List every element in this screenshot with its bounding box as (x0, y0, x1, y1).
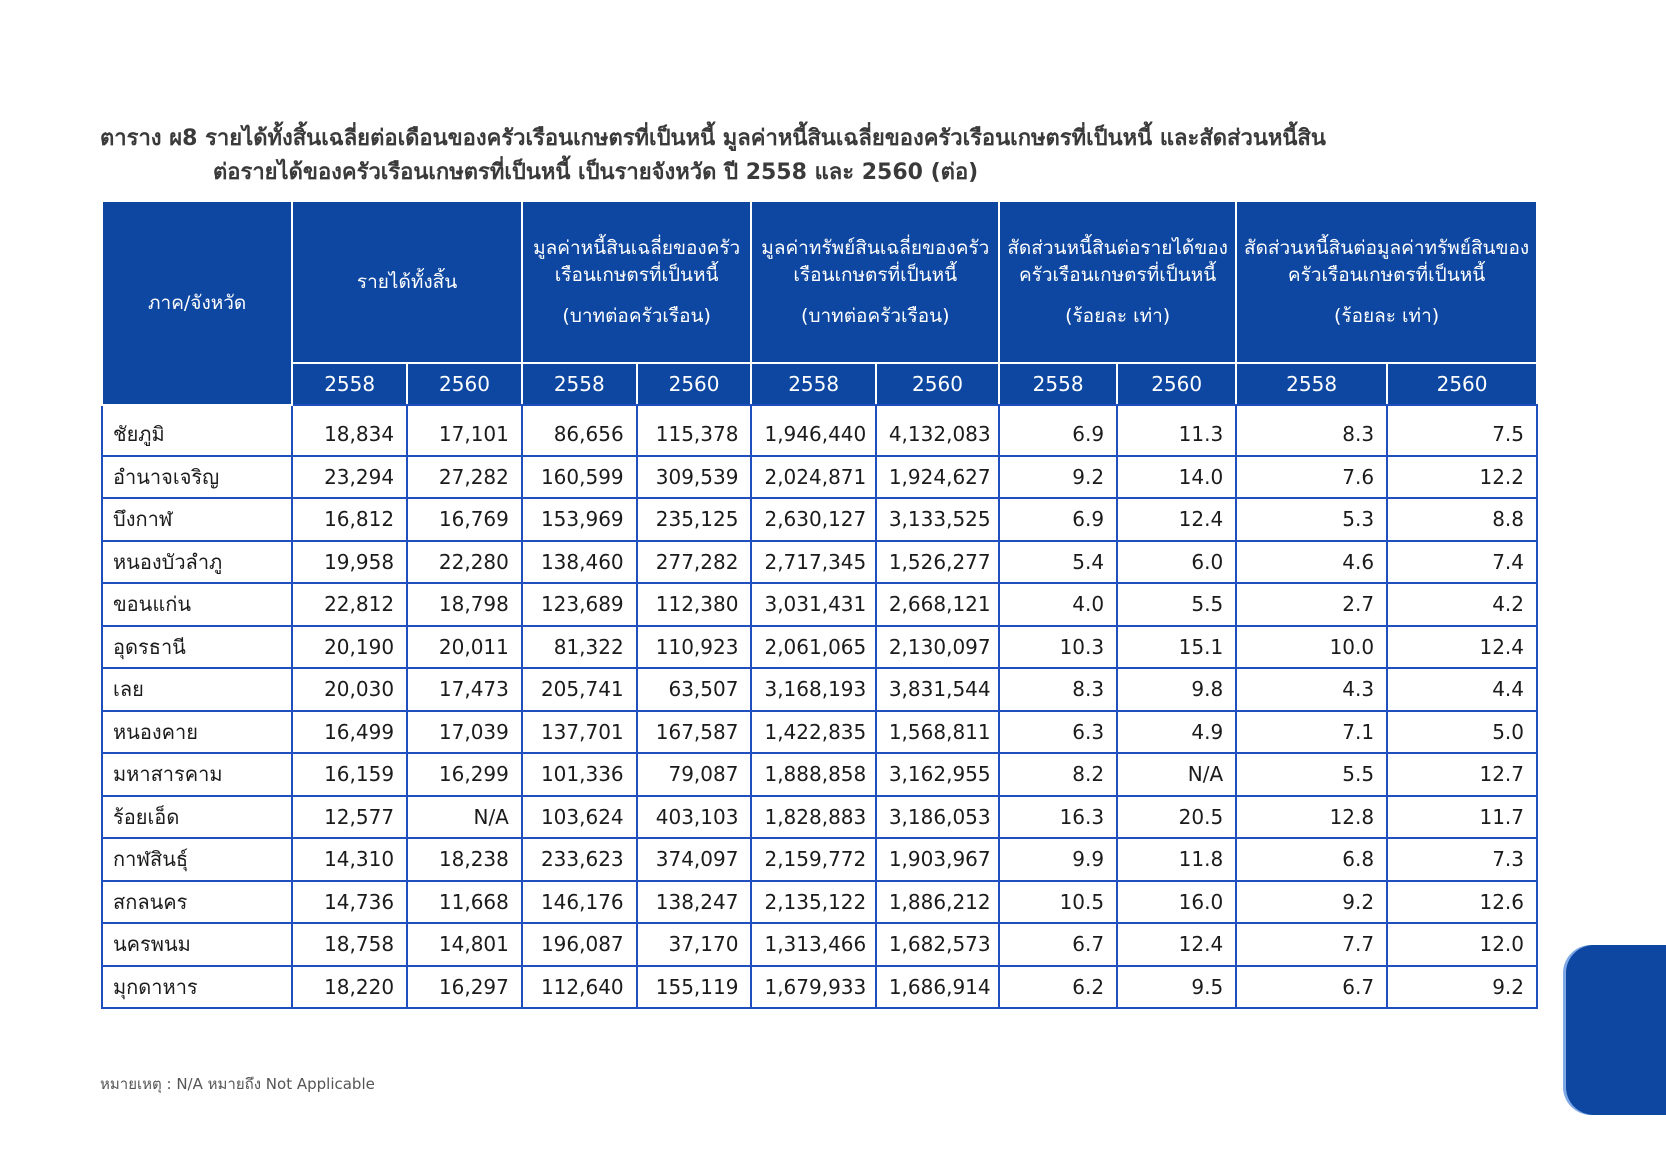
table-cell: 1,568,811 (876, 711, 999, 754)
page-tab-decoration (1566, 945, 1666, 1115)
province-name: มุกดาหาร (102, 966, 292, 1009)
table-cell: 8.3 (999, 668, 1117, 711)
table-cell: 18,238 (407, 838, 522, 881)
table-cell: 12.0 (1387, 923, 1537, 966)
province-name: ร้อยเอ็ด (102, 796, 292, 839)
table-row (102, 583, 1537, 626)
table-cell: N/A (407, 796, 522, 839)
table-cell: 7.5 (1387, 405, 1537, 456)
table-cell: 7.6 (1236, 456, 1387, 499)
table-cell: 12.4 (1117, 498, 1236, 541)
table-cell: 2,024,871 (751, 456, 875, 499)
table-title (100, 122, 1540, 190)
header-row-years (102, 363, 1537, 405)
table-cell: 3,133,525 (876, 498, 999, 541)
table-cell: 4.9 (1117, 711, 1236, 754)
year-header: 2560 (407, 363, 522, 405)
header-group-income: รายได้ทั้งสิ้น (292, 201, 522, 363)
province-name: มหาสารคาม (102, 753, 292, 796)
table-cell: 4,132,083 (876, 405, 999, 456)
table-cell: 112,380 (637, 583, 752, 626)
table-cell: 20,011 (407, 626, 522, 669)
province-name: บึงกาฬ (102, 498, 292, 541)
table-cell: 1,682,573 (876, 923, 999, 966)
table-cell: 5.3 (1236, 498, 1387, 541)
table-cell: 9.2 (999, 456, 1117, 499)
table-row (102, 796, 1537, 839)
table-cell: 10.0 (1236, 626, 1387, 669)
table-cell: 138,247 (637, 881, 752, 924)
table-cell: 153,969 (522, 498, 637, 541)
table-cell: 374,097 (637, 838, 752, 881)
table-cell: 4.3 (1236, 668, 1387, 711)
table-cell: 11.8 (1117, 838, 1236, 881)
province-name: กาฬสินธุ์ (102, 838, 292, 881)
table-cell: 1,313,466 (751, 923, 875, 966)
table-cell: 9.2 (1387, 966, 1537, 1009)
table-cell: 9.2 (1236, 881, 1387, 924)
table-cell: 3,831,544 (876, 668, 999, 711)
table-cell: 112,640 (522, 966, 637, 1009)
table-row (102, 456, 1537, 499)
table-cell: 22,812 (292, 583, 407, 626)
title-line-2: ต่อรายได้ของครัวเรือนเกษตรที่เป็นหนี้ เป็นรายจังหวัด ปี 2558 และ 2560 (ต่อ) (213, 160, 979, 185)
data-table (101, 200, 1538, 1009)
province-name: หนองคาย (102, 711, 292, 754)
table-cell: 6.7 (1236, 966, 1387, 1009)
table-cell: 18,834 (292, 405, 407, 456)
table-cell: 16,769 (407, 498, 522, 541)
table-cell: 2,130,097 (876, 626, 999, 669)
table-cell: 1,886,212 (876, 881, 999, 924)
table-cell: 5.0 (1387, 711, 1537, 754)
table-cell: 11,668 (407, 881, 522, 924)
table-cell: 6.9 (999, 405, 1117, 456)
header-group-debt-asset-ratio: สัดส่วนหนี้สินต่อมูลค่าทรัพย์สินของครัวเรือนเกษตรที่เป็นหนี้ (ร้อยละ เท่า) (1236, 201, 1537, 363)
province-name: อุดรธานี (102, 626, 292, 669)
table-cell: 110,923 (637, 626, 752, 669)
table-cell: 81,322 (522, 626, 637, 669)
table-cell: 6.8 (1236, 838, 1387, 881)
table-cell: 235,125 (637, 498, 752, 541)
table-cell: 12,577 (292, 796, 407, 839)
table-cell: 10.5 (999, 881, 1117, 924)
table-cell: 37,170 (637, 923, 752, 966)
table-cell: 4.6 (1236, 541, 1387, 584)
table-cell: 8.3 (1236, 405, 1387, 456)
table-cell: 5.5 (1236, 753, 1387, 796)
table-row (102, 498, 1537, 541)
table-cell: 16,297 (407, 966, 522, 1009)
header-group-assets: มูลค่าทรัพย์สินเฉลี่ยของครัวเรือนเกษตรที่เป็นหนี้ (บาทต่อครัวเรือน) (751, 201, 999, 363)
table-row (102, 838, 1537, 881)
table-cell: 79,087 (637, 753, 752, 796)
table-cell: 12.8 (1236, 796, 1387, 839)
year-header: 2558 (1236, 363, 1387, 405)
year-header: 2558 (292, 363, 407, 405)
table-cell: 137,701 (522, 711, 637, 754)
table-cell: 16,299 (407, 753, 522, 796)
table-cell: 18,758 (292, 923, 407, 966)
year-header: 2560 (1117, 363, 1236, 405)
table-cell: 18,220 (292, 966, 407, 1009)
table-cell: 11.7 (1387, 796, 1537, 839)
table-cell: 138,460 (522, 541, 637, 584)
province-name: นครพนม (102, 923, 292, 966)
table-cell: 19,958 (292, 541, 407, 584)
table-row (102, 711, 1537, 754)
table-cell: 12.6 (1387, 881, 1537, 924)
table-cell: 1,888,858 (751, 753, 875, 796)
table-cell: 115,378 (637, 405, 752, 456)
table-cell: 9.5 (1117, 966, 1236, 1009)
table-row (102, 626, 1537, 669)
table-cell: 11.3 (1117, 405, 1236, 456)
table-cell: 14,736 (292, 881, 407, 924)
table-row (102, 753, 1537, 796)
province-name: ขอนแก่น (102, 583, 292, 626)
table-cell: 10.3 (999, 626, 1117, 669)
table-cell: 17,473 (407, 668, 522, 711)
table-cell: 7.7 (1236, 923, 1387, 966)
table-cell: 3,031,431 (751, 583, 875, 626)
table-cell: 14,310 (292, 838, 407, 881)
table-row (102, 668, 1537, 711)
table-cell: 3,162,955 (876, 753, 999, 796)
table-cell: 7.3 (1387, 838, 1537, 881)
table-cell: 2,135,122 (751, 881, 875, 924)
table-cell: 2,061,065 (751, 626, 875, 669)
year-header: 2560 (1387, 363, 1537, 405)
table-cell: 16,812 (292, 498, 407, 541)
table-cell: 17,101 (407, 405, 522, 456)
table-cell: 196,087 (522, 923, 637, 966)
table-cell: 1,903,967 (876, 838, 999, 881)
table-cell: 6.0 (1117, 541, 1236, 584)
table-cell: 20,030 (292, 668, 407, 711)
table-cell: 103,624 (522, 796, 637, 839)
table-cell: 7.4 (1387, 541, 1537, 584)
table-cell: 1,679,933 (751, 966, 875, 1009)
table-cell: 123,689 (522, 583, 637, 626)
table-cell: 167,587 (637, 711, 752, 754)
table-cell: 5.5 (1117, 583, 1236, 626)
table-cell: 16.3 (999, 796, 1117, 839)
province-name: อำนาจเจริญ (102, 456, 292, 499)
table-cell: 309,539 (637, 456, 752, 499)
header-row-groups (102, 201, 1537, 363)
year-header: 2560 (876, 363, 999, 405)
table-cell: 86,656 (522, 405, 637, 456)
table-cell: 17,039 (407, 711, 522, 754)
table-cell: 27,282 (407, 456, 522, 499)
table-cell: 4.4 (1387, 668, 1537, 711)
table-row (102, 881, 1537, 924)
table-cell: 6.9 (999, 498, 1117, 541)
province-name: ชัยภูมิ (102, 405, 292, 456)
table-cell: 277,282 (637, 541, 752, 584)
table-row (102, 405, 1537, 456)
table-cell: 1,526,277 (876, 541, 999, 584)
table-cell: 2,668,121 (876, 583, 999, 626)
table-cell: 16.0 (1117, 881, 1236, 924)
province-name: สกลนคร (102, 881, 292, 924)
table-cell: 2,630,127 (751, 498, 875, 541)
table-cell: 8.8 (1387, 498, 1537, 541)
table-cell: 6.7 (999, 923, 1117, 966)
table-cell: 4.0 (999, 583, 1117, 626)
table-cell: 2,159,772 (751, 838, 875, 881)
table-cell: 16,499 (292, 711, 407, 754)
year-header: 2558 (999, 363, 1117, 405)
header-group-debt: มูลค่าหนี้สินเฉลี่ยของครัวเรือนเกษตรที่เป็นหนี้ (บาทต่อครัวเรือน) (522, 201, 752, 363)
table-cell: 14.0 (1117, 456, 1236, 499)
year-header: 2560 (637, 363, 752, 405)
table-cell: 7.1 (1236, 711, 1387, 754)
table-cell: 1,686,914 (876, 966, 999, 1009)
table-cell: 12.4 (1117, 923, 1236, 966)
table-cell: 9.8 (1117, 668, 1236, 711)
table-cell: 63,507 (637, 668, 752, 711)
footnote: หมายเหตุ : N/A หมายถึง Not Applicable (100, 1075, 375, 1093)
table-cell: 1,828,883 (751, 796, 875, 839)
table-cell: 1,924,627 (876, 456, 999, 499)
table-cell: 2,717,345 (751, 541, 875, 584)
table-cell: 160,599 (522, 456, 637, 499)
table-cell: 15.1 (1117, 626, 1236, 669)
table-cell: 12.7 (1387, 753, 1537, 796)
table-row (102, 923, 1537, 966)
table-cell: 8.2 (999, 753, 1117, 796)
table-cell: 12.2 (1387, 456, 1537, 499)
table-body (102, 405, 1537, 1008)
table-cell: 403,103 (637, 796, 752, 839)
table-cell: 146,176 (522, 881, 637, 924)
table-cell: 16,159 (292, 753, 407, 796)
table-cell: 155,119 (637, 966, 752, 1009)
table-cell: 6.2 (999, 966, 1117, 1009)
table-cell: 101,336 (522, 753, 637, 796)
table-cell: 23,294 (292, 456, 407, 499)
province-name: เลย (102, 668, 292, 711)
table-cell: 4.2 (1387, 583, 1537, 626)
table-row (102, 966, 1537, 1009)
table-cell: 14,801 (407, 923, 522, 966)
title-line-1: ตาราง ผ8 รายได้ทั้งสิ้นเฉลี่ยต่อเดือนของครัวเรือนเกษตรที่เป็นหนี้ มูลค่าหนี้สินเฉลี่ยของครัวเรือนเกษตรที่เป็นหนี้ และสัดส่วนหนี้สิน (100, 126, 1326, 151)
table-cell: 3,186,053 (876, 796, 999, 839)
table-cell: 205,741 (522, 668, 637, 711)
year-header: 2558 (522, 363, 637, 405)
table-cell: 1,946,440 (751, 405, 875, 456)
table-cell: 2.7 (1236, 583, 1387, 626)
table-row (102, 541, 1537, 584)
table-cell: 6.3 (999, 711, 1117, 754)
year-header: 2558 (751, 363, 875, 405)
header-group-debt-income-ratio: สัดส่วนหนี้สินต่อรายได้ของครัวเรือนเกษตรที่เป็นหนี้ (ร้อยละ เท่า) (999, 201, 1236, 363)
table-cell: 18,798 (407, 583, 522, 626)
table-cell: 20,190 (292, 626, 407, 669)
table-cell: 22,280 (407, 541, 522, 584)
header-region: ภาค/จังหวัด (102, 201, 292, 405)
table-cell: 5.4 (999, 541, 1117, 584)
table-cell: 1,422,835 (751, 711, 875, 754)
table-cell: 3,168,193 (751, 668, 875, 711)
table-cell: N/A (1117, 753, 1236, 796)
table-cell: 9.9 (999, 838, 1117, 881)
table-cell: 233,623 (522, 838, 637, 881)
table-cell: 20.5 (1117, 796, 1236, 839)
province-name: หนองบัวลำภู (102, 541, 292, 584)
table-cell: 12.4 (1387, 626, 1537, 669)
